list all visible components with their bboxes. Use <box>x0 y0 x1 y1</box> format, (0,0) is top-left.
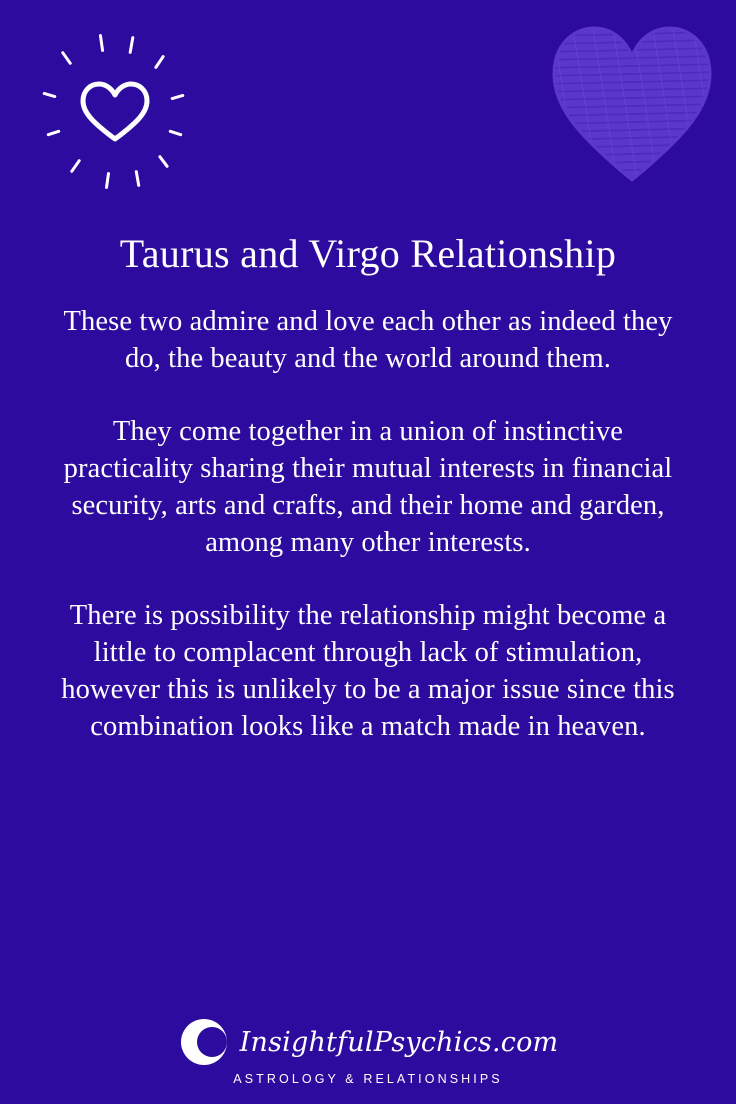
paragraph-3: There is possibility the relationship might become a little to complacent through lack of stimulation, however this is unlikely to be a major issue since this combination looks like a match made in heaven. <box>61 600 675 743</box>
brand-tagline: ASTROLOGY & RELATIONSHIPS <box>233 1072 503 1086</box>
sparkling-heart-icon <box>34 26 199 191</box>
scribbled-heart-icon <box>548 22 716 184</box>
heart-outline-icon <box>80 81 150 143</box>
paragraph-1: These two admire and love each other as indeed they do, the beauty and the world around them. <box>63 305 673 374</box>
paragraph-2: They come together in a union of instinctive practicality sharing their mutual interests in financial security, arts and crafts, and their home and garden, among many other interests. <box>63 415 673 559</box>
crescent-moon-icon <box>178 1016 230 1068</box>
page-title: Taurus and Virgo Relationship <box>119 231 617 276</box>
footer-logo-row <box>178 1016 559 1068</box>
brand-name: InsightfulPsychics.com <box>239 1026 559 1058</box>
main-content <box>0 232 736 745</box>
footer-branding <box>0 1016 736 1086</box>
